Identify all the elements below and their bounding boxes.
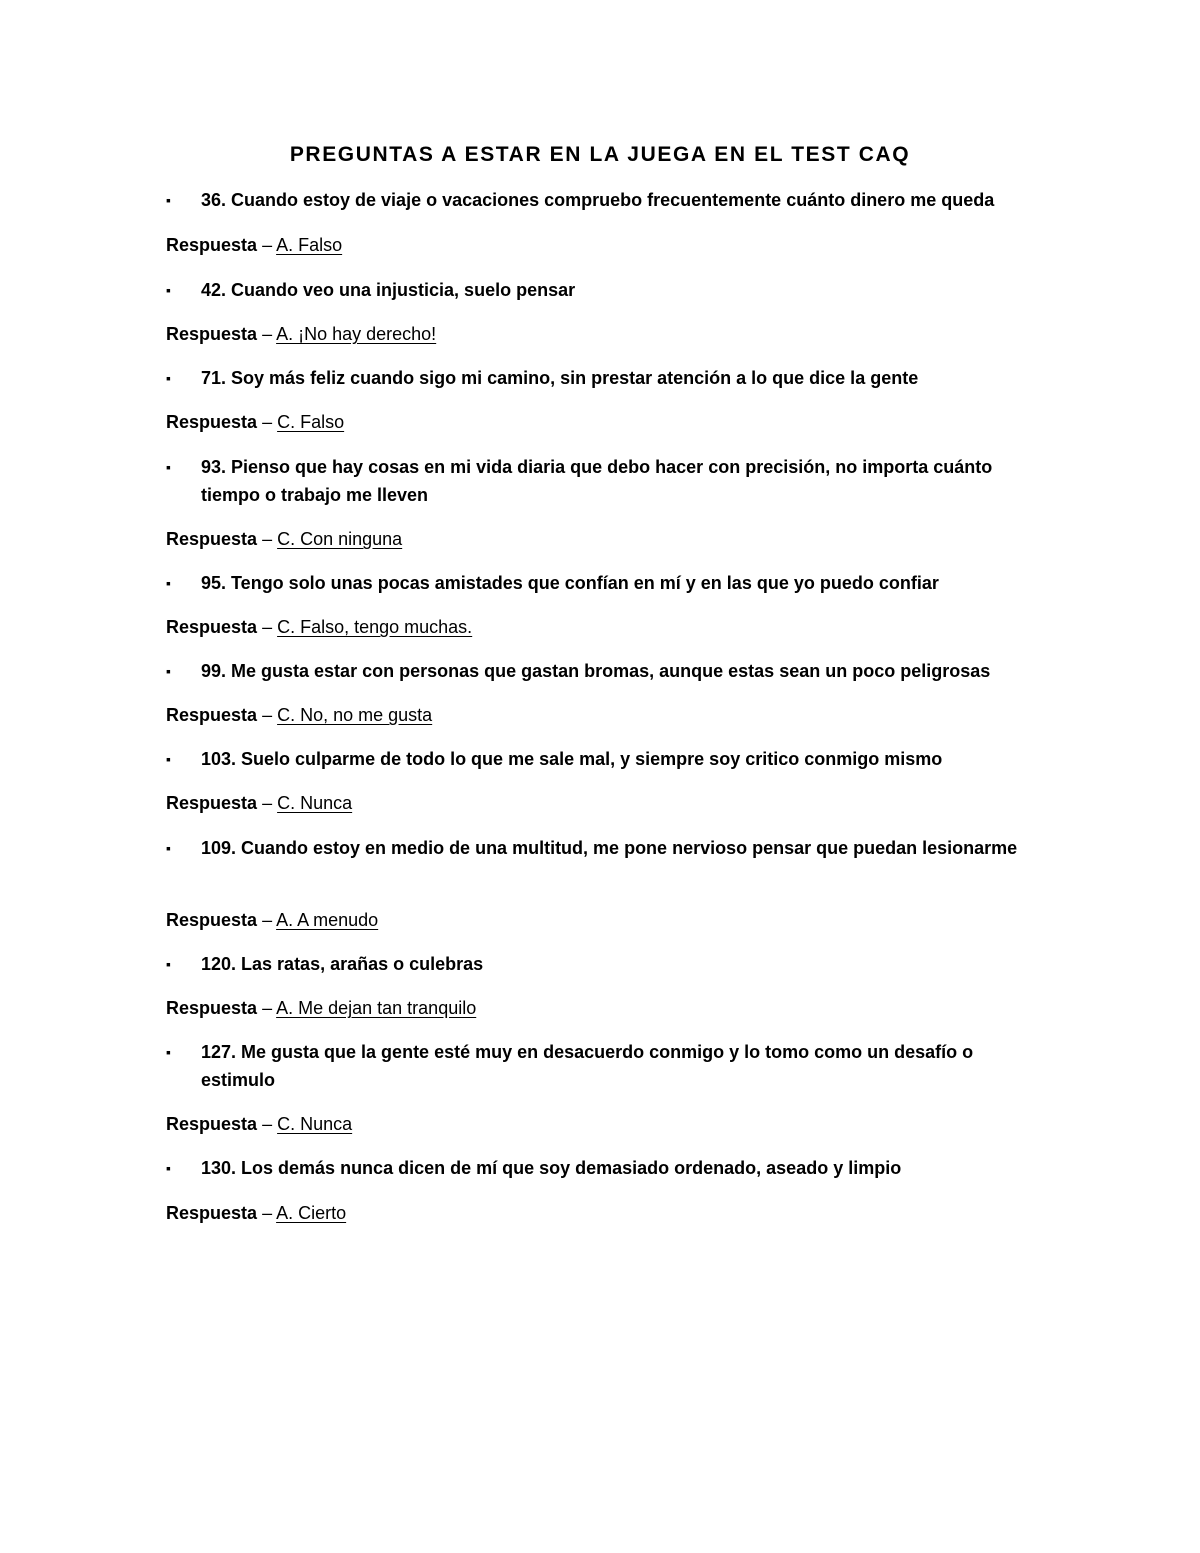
answer-value: A. ¡No hay derecho! (276, 324, 437, 344)
square-bullet-icon: ▪ (166, 459, 171, 475)
question-text: 127. Me gusta que la gente esté muy en desacuerdo conmigo y lo tomo como un desafío o estimulo (201, 1042, 974, 1090)
answer-line (166, 231, 1046, 259)
question-item (166, 745, 1046, 773)
answer-dash: – (262, 793, 273, 813)
answer-value: A. Cierto (276, 1203, 347, 1223)
question-text: 42. Cuando veo una injusticia, suelo pensar (201, 280, 576, 300)
answer-dash: – (262, 705, 273, 725)
answer-line (166, 1110, 1046, 1138)
question-text: 95. Tengo solo unas pocas amistades que confían en mí y en las que yo puedo confiar (201, 573, 939, 593)
answer-value: C. Falso, tengo muchas. (277, 617, 473, 637)
answer-label: Respuesta (166, 998, 258, 1018)
answer-dash: – (262, 235, 273, 255)
answer-value: A. Falso (276, 235, 343, 255)
answer-value: C. Nunca (277, 793, 353, 813)
answer-line (166, 613, 1046, 641)
question-text: 99. Me gusta estar con personas que gastan bromas, aunque estas sean un poco peligrosas (201, 661, 991, 681)
question-text: 71. Soy más feliz cuando sigo mi camino, sin prestar atención a lo que dice la gente (201, 368, 919, 388)
question-text: 93. Pienso que hay cosas en mi vida diaria que debo hacer con precisión, no importa cuánto tiempo o trabajo me lleven (201, 457, 993, 505)
answer-line (166, 320, 1046, 348)
answer-label: Respuesta (166, 617, 258, 637)
question-item (166, 1038, 1046, 1094)
answer-line (166, 408, 1046, 436)
answer-label: Respuesta (166, 412, 258, 432)
answer-dash: – (262, 1114, 273, 1134)
answer-line (166, 1199, 1046, 1227)
answer-value: A. A menudo (276, 910, 379, 930)
answer-line (166, 525, 1046, 553)
answer-value: C. Falso (277, 412, 345, 432)
answer-line (166, 994, 1046, 1022)
square-bullet-icon: ▪ (166, 663, 171, 679)
question-text: 130. Los demás nunca dicen de mí que soy demasiado ordenado, aseado y limpio (201, 1158, 902, 1178)
question-item (166, 364, 1046, 392)
square-bullet-icon: ▪ (166, 192, 171, 208)
answer-dash: – (262, 910, 273, 930)
square-bullet-icon: ▪ (166, 840, 171, 856)
square-bullet-icon: ▪ (166, 751, 171, 767)
question-item (166, 834, 1046, 862)
answer-label: Respuesta (166, 235, 258, 255)
question-item (166, 453, 1046, 509)
answer-dash: – (262, 412, 273, 432)
question-item (166, 950, 1046, 978)
answer-dash: – (262, 1203, 273, 1223)
square-bullet-icon: ▪ (166, 1044, 171, 1060)
square-bullet-icon: ▪ (166, 370, 171, 386)
question-item (166, 186, 1046, 214)
answer-label: Respuesta (166, 529, 258, 549)
question-text: 109. Cuando estoy en medio de una multitud, me pone nervioso pensar que puedan lesionarme (201, 838, 1018, 858)
answer-label: Respuesta (166, 910, 258, 930)
answer-value: C. Con ninguna (277, 529, 403, 549)
answer-dash: – (262, 617, 273, 637)
answer-line (166, 906, 1046, 934)
answer-dash: – (262, 529, 273, 549)
square-bullet-icon: ▪ (166, 282, 171, 298)
question-item (166, 657, 1046, 685)
answer-label: Respuesta (166, 1203, 258, 1223)
document-title: PREGUNTAS A ESTAR EN LA JUEGA EN EL TEST CAQ (289, 143, 911, 166)
square-bullet-icon: ▪ (166, 1160, 171, 1176)
question-item (166, 276, 1046, 304)
square-bullet-icon: ▪ (166, 956, 171, 972)
answer-value: A. Me dejan tan tranquilo (276, 998, 477, 1018)
question-item (166, 1154, 1046, 1182)
square-bullet-icon: ▪ (166, 575, 171, 591)
answer-dash: – (262, 324, 273, 344)
answer-dash: – (262, 998, 273, 1018)
answer-value: C. Nunca (277, 1114, 353, 1134)
answer-label: Respuesta (166, 324, 258, 344)
answer-label: Respuesta (166, 793, 258, 813)
answer-label: Respuesta (166, 705, 258, 725)
question-item (166, 569, 1046, 597)
question-text: 36. Cuando estoy de viaje o vacaciones compruebo frecuentemente cuánto dinero me queda (201, 190, 995, 210)
question-text: 103. Suelo culparme de todo lo que me sale mal, y siempre soy critico conmigo mismo (201, 749, 943, 769)
answer-line (166, 789, 1046, 817)
question-text: 120. Las ratas, arañas o culebras (201, 954, 484, 974)
answer-line (166, 701, 1046, 729)
answer-label: Respuesta (166, 1114, 258, 1134)
answer-value: C. No, no me gusta (277, 705, 433, 725)
